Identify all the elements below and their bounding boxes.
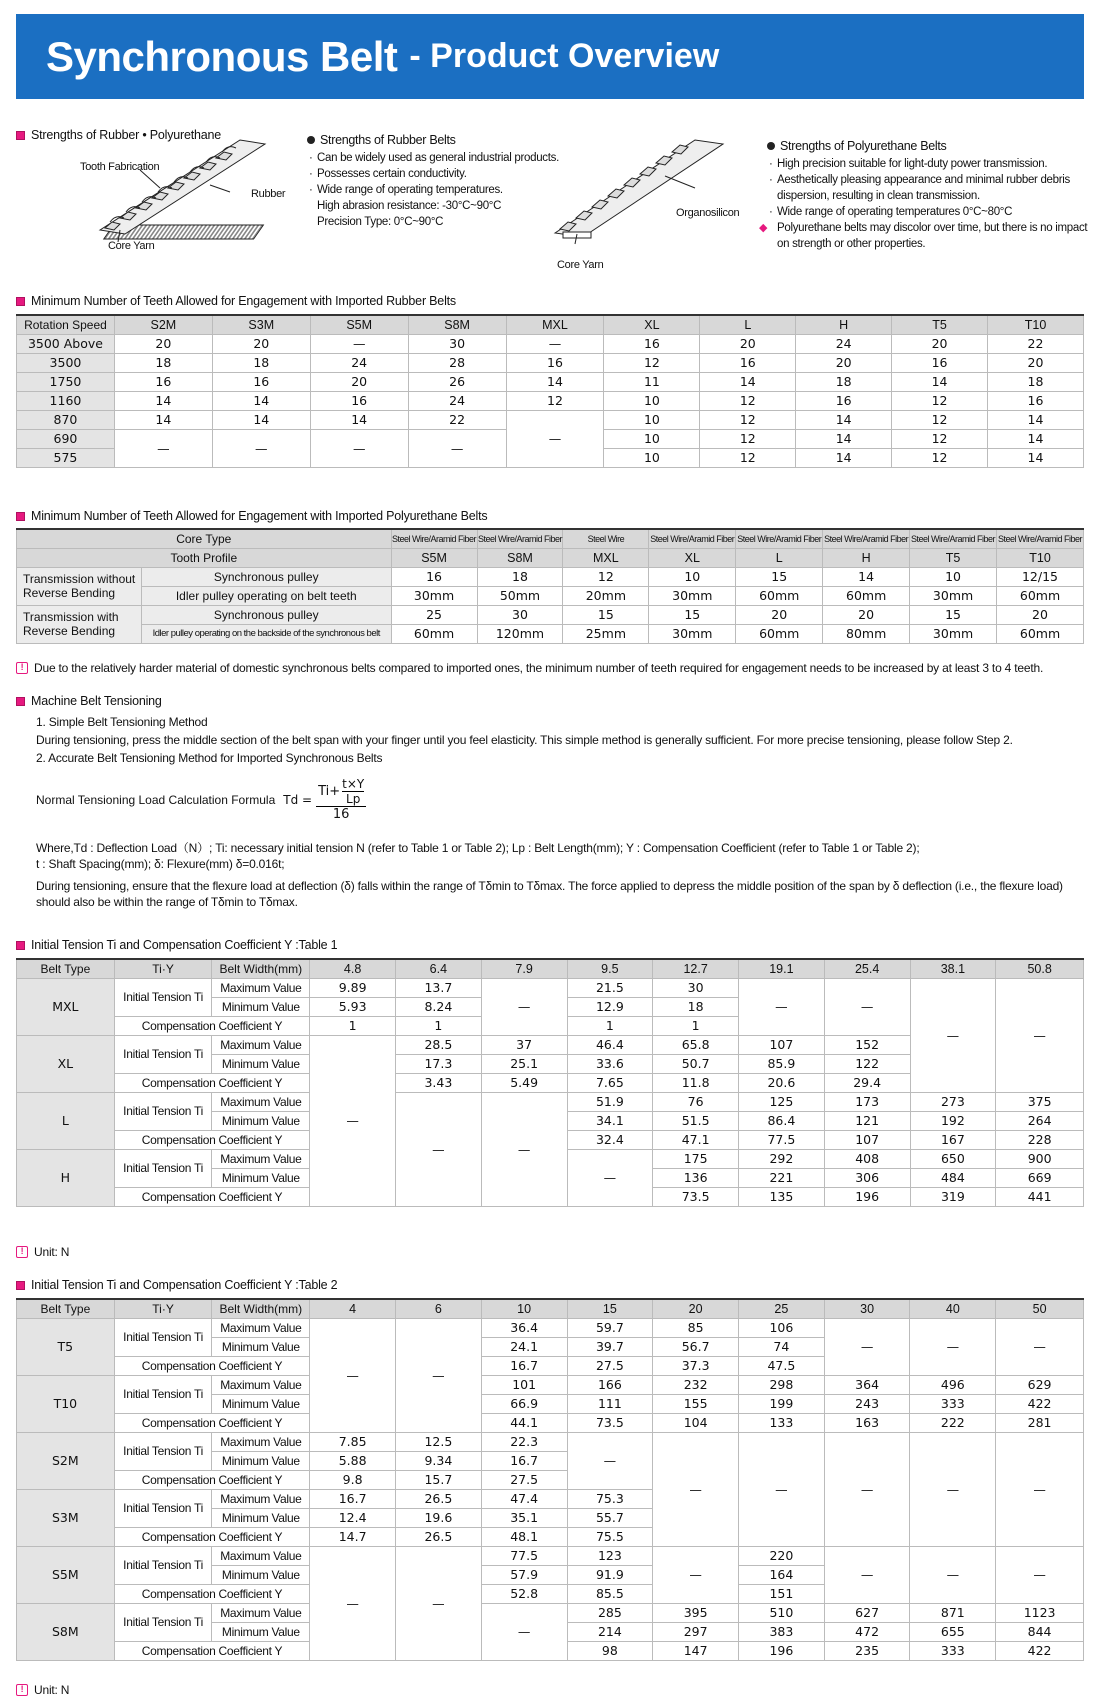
table-row: S8M Initial Tension Ti Maximum Value — 285 395 510 627 871 1123 bbox=[17, 1603, 1084, 1622]
step1-title: 1. Simple Belt Tensioning Method bbox=[36, 715, 208, 729]
warning-item: ◆ Polyurethane belts may discolor over time, but there is no impact bbox=[767, 220, 1087, 236]
bullet-icon bbox=[767, 142, 775, 150]
tension-formula: Normal Tensioning Load Calculation Formula Td = Ti+ $\frac{t\times Y}{Lp}$ 16 bbox=[36, 777, 365, 822]
title-banner bbox=[16, 14, 1084, 99]
table-row: Minimum Value 136 221 306 484 669 bbox=[17, 1168, 1084, 1187]
table-row: Transmission with Reverse Bending Synchronous pulley 25 30 15 15 20 20 15 20 bbox=[17, 605, 1084, 624]
pu-belt-illustration bbox=[545, 128, 755, 258]
pu-teeth-table bbox=[16, 528, 1084, 644]
table-row: S5M Initial Tension Ti Maximum Value — — 77.5 123 — 220 — — — bbox=[17, 1546, 1084, 1565]
rubber-strengths-list: Strengths of Rubber Belts · Can be widely used as general industrial products. · Possesses certain conductivity. · Wide range of operating temperatures. High abrasion resistance: -30°C~90°C Precision Type: 0°C~90°C bbox=[307, 132, 559, 230]
section-pu-teeth: Minimum Number of Teeth Allowed for Engagement with Imported Polyurethane Belts bbox=[16, 509, 487, 523]
table-row: 3500 Above 20 20 — 30 — 16 20 24 20 22 bbox=[17, 334, 1084, 353]
section-marker-icon bbox=[16, 131, 25, 140]
table-row: Compensation Coefficient Y 3.43 5.49 7.65 11.8 20.6 29.4 bbox=[17, 1073, 1084, 1092]
pu-strengths-list: Strengths of Polyurethane Belts · High precision suitable for light-duty power transmission. · Aesthetically pleasing appearance and minimal rubber debris dispersion, resulting in clean transmission. · Wide range of operating temperatures 0°C~80°C ◆ Polyurethane belts may discolor over time, but there is no impact on strength or other properties. bbox=[767, 138, 1087, 252]
core-type-row: Core Type Steel Wire/Aramid Fiber Steel Wire/Aramid Fiber Steel Wire Steel Wire/Aramid Fiber Steel Wire/Aramid Fiber Steel Wire/Aramid Fiber Steel Wire/Aramid Fiber Steel Wire/Aramid Fiber bbox=[17, 529, 1084, 548]
table-row: Transmission without Reverse Bending Synchronous pulley 16 18 12 10 15 14 10 12/15 bbox=[17, 567, 1084, 586]
table-row: 1750 16 16 20 26 14 11 14 18 14 18 bbox=[17, 372, 1084, 391]
label-rubber: Rubber bbox=[251, 188, 286, 200]
table-row: Minimum Value 66.9 111 155 199 243 333 422 bbox=[17, 1394, 1084, 1413]
table-row: Minimum Value 24.1 39.7 56.7 74 bbox=[17, 1337, 1084, 1356]
table2-unit: ! Unit: N bbox=[16, 1683, 69, 1697]
tension-table-1 bbox=[16, 958, 1084, 1207]
bullet-icon bbox=[307, 136, 315, 144]
table-row: Minimum Value 5.88 9.34 16.7 bbox=[17, 1451, 1084, 1470]
table-row: H Initial Tension Ti Maximum Value — 175 292 408 650 900 bbox=[17, 1149, 1084, 1168]
pu-table-note: ! Due to the relatively harder material of domestic synchronous belts compared to imported ones, the minimum number of teeth required for engagement needs to be increased by at least 3 to 4 teeth. bbox=[16, 661, 1043, 675]
table-row: S3M Initial Tension Ti Maximum Value 16.7 26.5 47.4 75.3 bbox=[17, 1489, 1084, 1508]
formula-fraction: Ti+ $\frac{t\times Y}{Lp}$ 16 bbox=[318, 777, 365, 822]
table-row: S2M Initial Tension Ti Maximum Value 7.85 12.5 22.3 — — — — — — bbox=[17, 1432, 1084, 1451]
table-row: Minimum Value 5.93 8.24 12.9 18 bbox=[17, 997, 1084, 1016]
table-row: Compensation Coefficient Y 98 147 196 235 333 422 bbox=[17, 1641, 1084, 1660]
table-row: Minimum Value 12.4 19.6 35.1 55.7 bbox=[17, 1508, 1084, 1527]
table-row: Minimum Value 17.3 25.1 33.6 50.7 85.9 122 bbox=[17, 1054, 1084, 1073]
rubber-teeth-table bbox=[16, 314, 1084, 468]
section-table2: Initial Tension Ti and Compensation Coefficient Y :Table 2 bbox=[16, 1278, 337, 1292]
label-core-yarn: Core Yarn bbox=[108, 240, 155, 252]
table-row: Minimum Value 34.1 51.5 86.4 121 192 264 bbox=[17, 1111, 1084, 1130]
table-row: T5 Initial Tension Ti Maximum Value — — 36.4 59.7 85 106 — — — bbox=[17, 1318, 1084, 1337]
table-row: T10 Initial Tension Ti Maximum Value 101 166 232 298 364 496 629 bbox=[17, 1375, 1084, 1394]
table-row: Compensation Coefficient Y 44.1 73.5 104 133 163 222 281 bbox=[17, 1413, 1084, 1432]
note-icon: ! bbox=[16, 662, 28, 674]
table-row: XL Initial Tension Ti Maximum Value — 28.5 37 46.4 65.8 107 152 bbox=[17, 1035, 1084, 1054]
section-marker-icon bbox=[16, 1281, 25, 1290]
section-strengths: Strengths of Rubber • Polyurethane bbox=[16, 128, 221, 142]
table-row: Compensation Coefficient Y 9.8 15.7 27.5 bbox=[17, 1470, 1084, 1489]
label-tooth-fabrication: Tooth Fabrication bbox=[80, 161, 160, 173]
label-pu-core-yarn: Core Yarn bbox=[557, 259, 604, 271]
table-row: MXL Initial Tension Ti Maximum Value 9.89 13.7 — 21.5 30 — — — — bbox=[17, 978, 1084, 997]
table-row: 690 — — — — 10 12 14 12 14 bbox=[17, 429, 1084, 448]
table-header-row: Belt Type Ti·Y Belt Width(mm) 4 6 10 15 20 25 30 40 50 bbox=[17, 1299, 1084, 1318]
table-row: Minimum Value 214 297 383 472 655 844 bbox=[17, 1622, 1084, 1641]
table-row: 870 14 14 14 22 — 10 12 14 12 14 bbox=[17, 410, 1084, 429]
table-row: Idler pulley operating on the backside of the synchronous belt 60mm 120mm 25mm 30mm 60mm 80mm 30mm 60mm bbox=[17, 624, 1084, 643]
tooth-profile-row: Tooth Profile S5M S8M MXL XL L H T5 T10 bbox=[17, 548, 1084, 567]
section-marker-icon bbox=[16, 297, 25, 306]
table-row: 3500 18 18 24 28 16 12 16 20 16 20 bbox=[17, 353, 1084, 372]
section-tensioning: Machine Belt Tensioning bbox=[16, 694, 162, 708]
tensioning-ensure: During tensioning, ensure that the flexure load at deflection (δ) falls within the range of Tδmin to Tδmax. The force applied to depress the middle position of the span by δ deflection (i.e., the flexure load) should also be within the range of Tδmin to Tδmax. bbox=[36, 879, 1063, 909]
formula-where2: t : Shaft Spacing(mm); δ: Flexure(mm) δ=0.016t; bbox=[36, 857, 285, 871]
label-organosilicon: Organosilicon bbox=[676, 207, 740, 219]
table-row: Compensation Coefficient Y 32.4 47.1 77.5 107 167 228 bbox=[17, 1130, 1084, 1149]
section-marker-icon bbox=[16, 941, 25, 950]
note-icon: ! bbox=[16, 1246, 28, 1258]
table-row: Compensation Coefficient Y 73.5 135 196 319 441 bbox=[17, 1187, 1084, 1206]
step1-text: During tensioning, press the middle section of the belt span with your finger until you feel elasticity. This simple method is generally sufficient. For more precise tensioning, please follow Step 2. bbox=[36, 733, 1013, 747]
table-row: Compensation Coefficient Y 14.7 26.5 48.1 75.5 bbox=[17, 1527, 1084, 1546]
section-table1: Initial Tension Ti and Compensation Coefficient Y :Table 1 bbox=[16, 938, 337, 952]
table-row: Compensation Coefficient Y 52.8 85.5 151 bbox=[17, 1584, 1084, 1603]
table-row: Compensation Coefficient Y 16.7 27.5 37.3 47.5 bbox=[17, 1356, 1084, 1375]
table-row: Idler pulley operating on belt teeth 30mm 50mm 20mm 30mm 60mm 60mm 30mm 60mm bbox=[17, 586, 1084, 605]
table-header-row: Belt Type Ti·Y Belt Width(mm) 4.8 6.4 7.9 9.5 12.7 19.1 25.4 38.1 50.8 bbox=[17, 959, 1084, 978]
section-rubber-teeth: Minimum Number of Teeth Allowed for Engagement with Imported Rubber Belts bbox=[16, 294, 456, 308]
section-marker-icon bbox=[16, 512, 25, 521]
formula-where: Where,Td : Deflection Load（N）; Ti: necessary initial tension N (refer to Table 1 or Table 2); Lp : Belt Length(mm); Y : Compensation Coefficient (refer to Table 1 or Table 2); bbox=[36, 841, 920, 855]
table1-unit: ! Unit: N bbox=[16, 1245, 69, 1259]
table-row: 1160 14 14 16 24 12 10 12 16 12 16 bbox=[17, 391, 1084, 410]
note-icon: ! bbox=[16, 1684, 28, 1696]
page-subtitle: - Product Overview bbox=[409, 37, 720, 75]
table-header-row: Rotation Speed S2M S3M S5M S8M MXL XL L H T5 T10 bbox=[17, 315, 1084, 334]
table-row: L Initial Tension Ti Maximum Value — — 51.9 76 125 173 273 375 bbox=[17, 1092, 1084, 1111]
table-row: Compensation Coefficient Y 1 1 1 1 bbox=[17, 1016, 1084, 1035]
step2-title: 2. Accurate Belt Tensioning Method for Imported Synchronous Belts bbox=[36, 751, 383, 765]
page-title: Synchronous Belt bbox=[46, 32, 398, 80]
table-row: 575 10 12 14 12 14 bbox=[17, 448, 1084, 467]
table-row: Minimum Value 57.9 91.9 164 bbox=[17, 1565, 1084, 1584]
section-marker-icon bbox=[16, 697, 25, 706]
tension-table-2 bbox=[16, 1298, 1084, 1661]
